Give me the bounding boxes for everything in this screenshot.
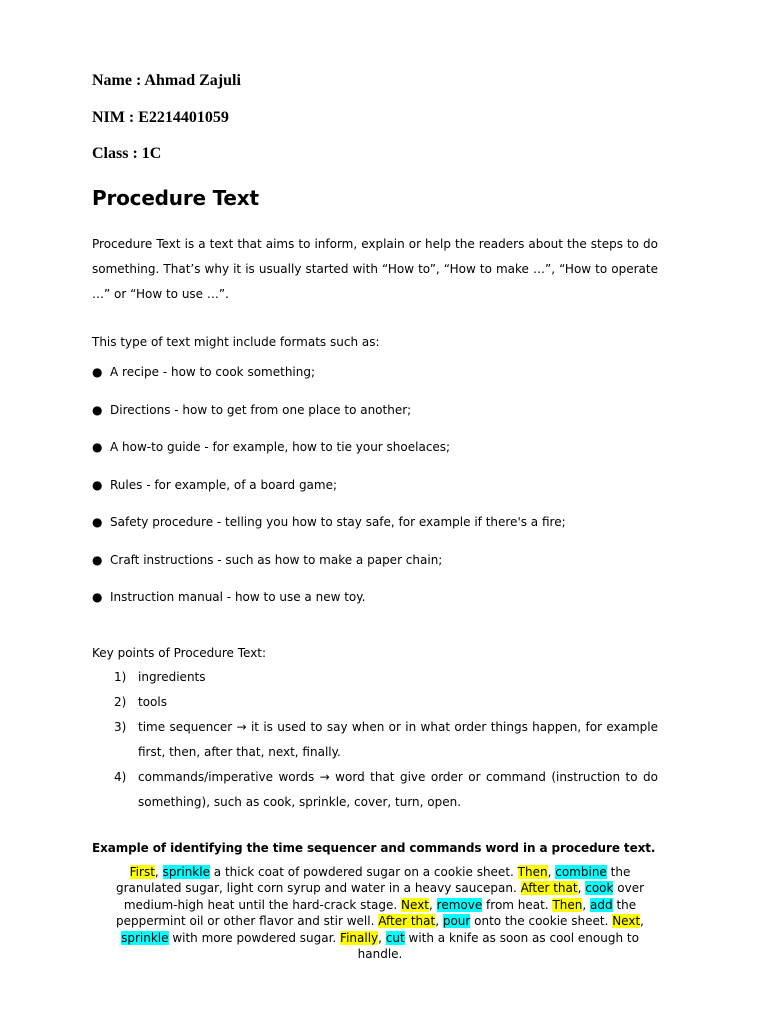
bullet-icon: ● (92, 590, 103, 604)
example-fragment: , (429, 897, 437, 912)
example-fragment: , (582, 897, 591, 912)
example-fragment: with more powdered sugar. (168, 930, 341, 945)
list-item (92, 510, 658, 548)
list-item (92, 690, 658, 715)
list-item (92, 585, 658, 623)
list-item-text: Craft instructions - such as how to make a paper chain; (110, 552, 443, 567)
bullet-icon: ● (92, 440, 103, 454)
example-fragment: , (378, 930, 386, 945)
command-word-highlight: cook (585, 881, 614, 896)
example-fragment: the peppermint oil or other flavor and stir well. (115, 897, 637, 929)
list-item-text: Rules - for example, of a board game; (110, 477, 338, 492)
list-item-text: Directions - how to get from one place to another; (110, 402, 412, 417)
bullet-icon: ● (92, 365, 103, 379)
list-item-text: Safety procedure - telling you how to stay safe, for example if there's a fire; (110, 515, 566, 529)
student-nim: NIM : E2214401059 (92, 109, 229, 126)
example-fragment: onto the cookie sheet. (470, 914, 613, 929)
document-title: Procedure Text (92, 186, 259, 210)
example-fragment: , (547, 865, 556, 879)
list-number: 3) (114, 720, 127, 734)
example-fragment: over medium-high heat until the hard-crack stage. (123, 881, 645, 912)
example-fragment: from heat. (482, 897, 553, 912)
time-sequencer-highlight: Next (612, 914, 641, 929)
list-number: 4) (114, 770, 127, 784)
list-number: 2) (114, 695, 127, 709)
example-fragment: , (435, 914, 443, 929)
time-sequencer-highlight: Next (401, 897, 430, 912)
list-item-text: A how-to guide - for example, how to tie your shoelaces; (110, 440, 451, 454)
bullet-icon: ● (92, 402, 103, 417)
bullet-icon: ● (92, 552, 103, 567)
command-word-highlight: cut (385, 930, 405, 945)
command-word-highlight: sprinkle (121, 930, 169, 945)
example-paragraph (100, 864, 660, 962)
time-sequencer-highlight: Then (517, 865, 548, 879)
formats-lead: This type of text might include formats such as: (92, 335, 380, 349)
list-number: 1) (114, 670, 127, 684)
command-word-highlight: combine (555, 865, 607, 879)
time-sequencer-highlight: After that (378, 914, 436, 929)
time-sequencer-highlight: After that (520, 881, 578, 896)
list-item (92, 435, 658, 473)
example-fragment: , (577, 881, 586, 896)
command-word-highlight: sprinkle (162, 865, 210, 879)
document-page (92, 0, 658, 1024)
example-fragment: with a knife as soon as cool enough to handle. (357, 930, 639, 962)
student-class: Class : 1C (92, 145, 162, 162)
list-item (92, 765, 658, 815)
time-sequencer-highlight: First (129, 865, 155, 879)
example-fragment: the granulated sugar, light corn syrup and water in a heavy saucepan. (115, 865, 631, 896)
example-fragment: , (154, 865, 163, 879)
list-item (92, 398, 658, 436)
key-points-lead: Key points of Procedure Text: (92, 646, 267, 660)
list-item-text: ingredients (138, 670, 206, 684)
list-item-text: Instruction manual - how to use a new toy. (110, 590, 366, 604)
list-item (92, 473, 658, 511)
time-sequencer-highlight: Then (552, 897, 583, 912)
time-sequencer-highlight: Finally (340, 930, 379, 945)
bullet-icon: ● (92, 477, 103, 492)
list-item-text: time sequencer → it is used to say when or in what order things happen, for example first, then, after that, next, finally. (138, 720, 658, 759)
intro-paragraph: Procedure Text is a text that aims to inform, explain or help the readers about the steps to do something. That’s why it is usually started with “How to”, “How to make …”, “How to operate …” or “How to use …”. (92, 237, 658, 301)
formats-list (92, 360, 658, 623)
example-fragment: a thick coat of powdered sugar on a cookie sheet. (209, 865, 518, 879)
list-item (92, 665, 658, 690)
list-item-text: commands/imperative words → word that give order or command (instruction to do something), such as cook, sprinkle, cover, turn, open. (138, 770, 658, 809)
example-fragment: , (640, 914, 644, 929)
bullet-icon: ● (92, 515, 103, 529)
list-item (92, 548, 658, 586)
command-word-highlight: add (590, 897, 613, 912)
command-word-highlight: remove (436, 897, 483, 912)
example-heading: Example of identifying the time sequencer and commands word in a procedure text. (92, 841, 656, 855)
list-item-text: tools (138, 695, 167, 709)
key-points-list (92, 665, 658, 815)
student-name: Name : Ahmad Zajuli (92, 72, 241, 89)
list-item (92, 715, 658, 765)
command-word-highlight: pour (442, 914, 471, 929)
list-item-text: A recipe - how to cook something; (110, 365, 316, 379)
list-item (92, 360, 658, 398)
